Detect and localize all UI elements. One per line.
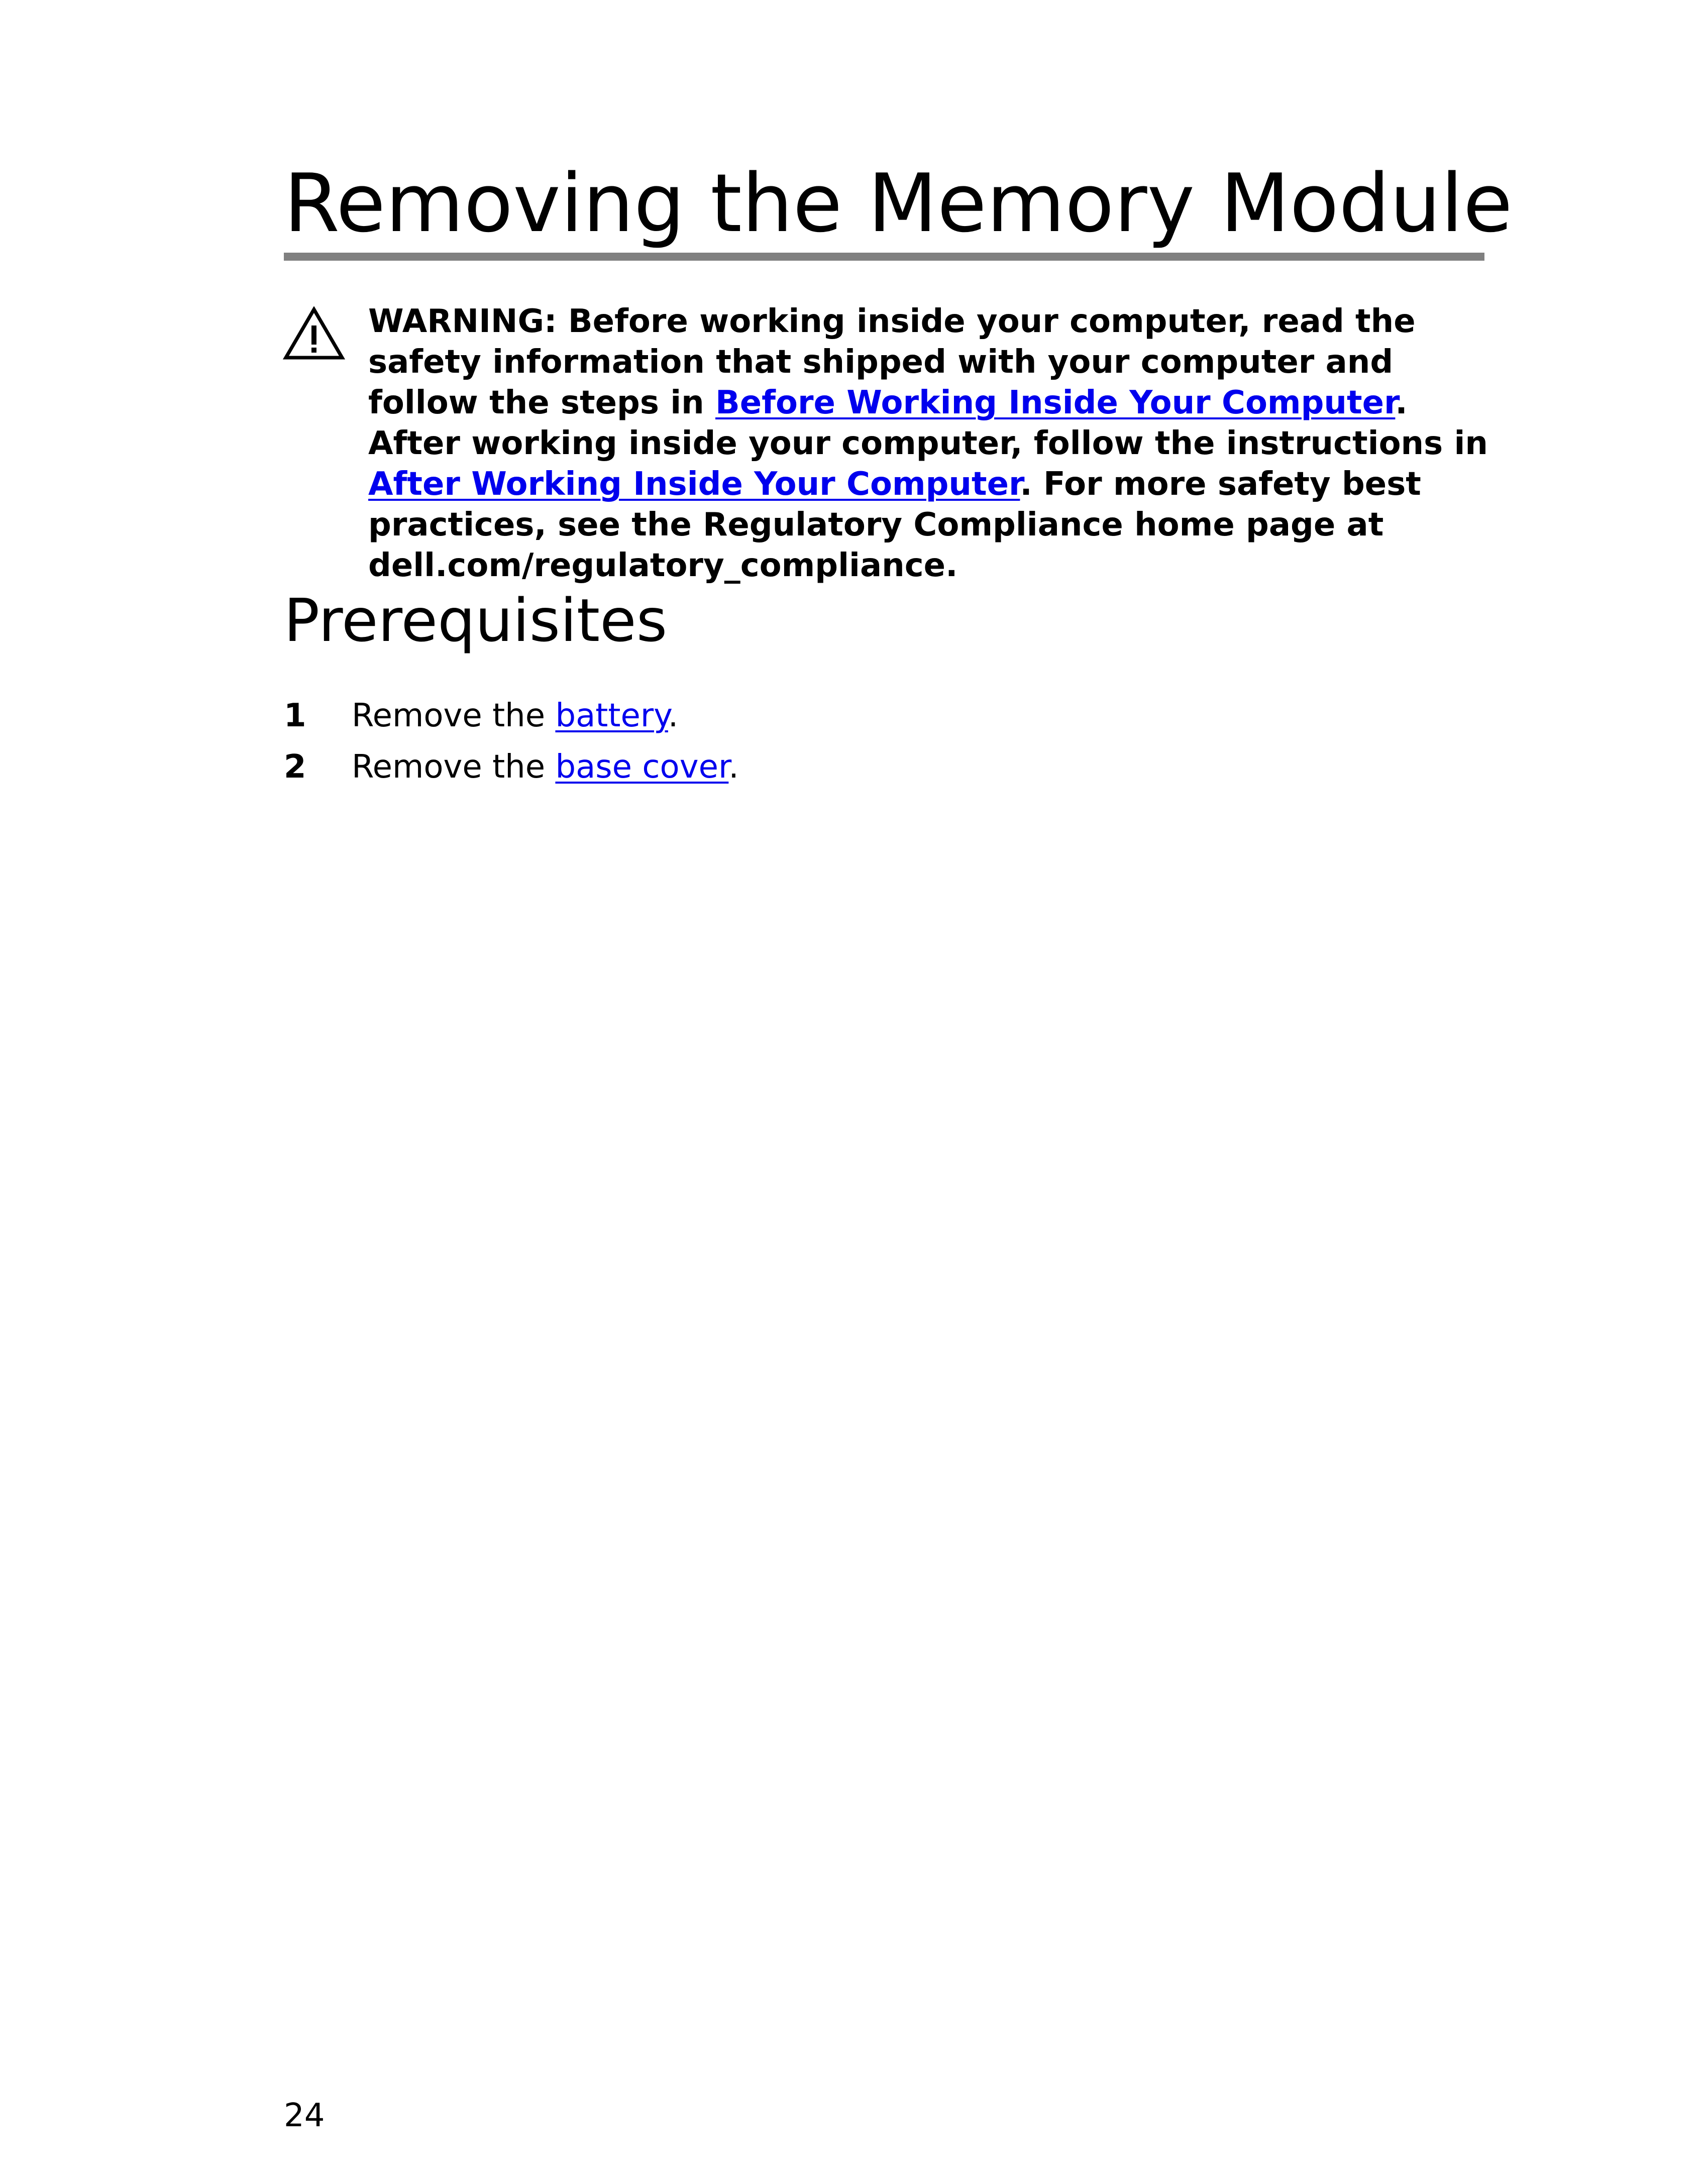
step-suffix: . — [668, 697, 679, 734]
step-number: 1 — [284, 697, 306, 734]
battery-link[interactable]: battery — [555, 697, 668, 734]
step-number: 2 — [284, 748, 306, 786]
warning-text-part-3: . For more safety best practices, see the Regulatory Compliance home page at dell.com/regulatory_compliance. — [368, 466, 1421, 584]
page-title: Removing the Memory Module — [284, 156, 1513, 250]
step-text: Remove the — [352, 748, 556, 786]
warning-triangle-icon — [283, 306, 345, 361]
base-cover-link[interactable]: base cover — [555, 748, 729, 786]
step-text: Remove the — [352, 697, 556, 734]
page-number: 24 — [284, 2097, 325, 2134]
title-divider — [284, 253, 1484, 261]
step-suffix: . — [728, 748, 739, 786]
list-item — [284, 693, 678, 738]
warning-message — [368, 301, 1499, 586]
warning-text-part-1: WARNING: Before working inside your computer, read the safety information that shipped with your computer and follow the steps in — [368, 303, 1416, 421]
after-working-inside-link[interactable]: After Working Inside Your Computer — [368, 466, 1020, 503]
warning-text-part-2: . After working inside your computer, follow the instructions in — [368, 384, 1488, 462]
prerequisites-heading: Prerequisites — [284, 586, 668, 655]
list-item — [284, 744, 739, 790]
before-working-inside-link[interactable]: Before Working Inside Your Computer — [715, 384, 1396, 421]
